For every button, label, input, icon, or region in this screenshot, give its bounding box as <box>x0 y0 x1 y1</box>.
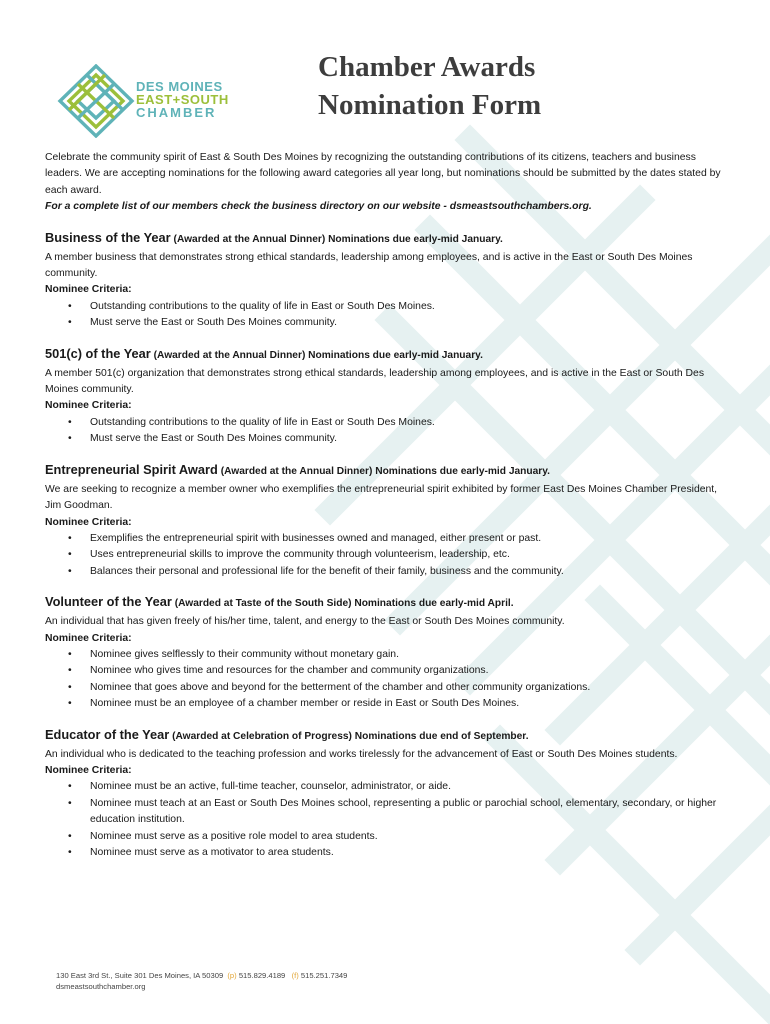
award-section <box>45 229 735 332</box>
nominee-criteria-label: Nominee Criteria: <box>45 632 132 644</box>
title-line-2: Nomination Form <box>318 89 542 121</box>
award-name: Entrepreneurial Spirit Award <box>45 461 218 477</box>
award-name: Educator of the Year <box>45 726 170 742</box>
intro-directory-note: For a complete list of our members check the business directory on our website - dsmeastsouthchambers.org. <box>45 201 592 213</box>
nominee-criteria-label: Nominee Criteria: <box>45 516 132 528</box>
criteria-item: • Must serve the East or South Des Moines community. <box>45 315 735 331</box>
criteria-item: • Nominee must teach at an East or South Des Moines school, representing a public or parochial school, elementary, secondary, or higher education institution. <box>45 796 735 829</box>
award-heading <box>45 345 735 364</box>
criteria-list <box>45 415 735 448</box>
criteria-item: • Outstanding contributions to the quality of life in East or South Des Moines. <box>45 299 735 315</box>
criteria-item: • Nominee must be an active, full-time teacher, counselor, administrator, or aide. <box>45 779 735 795</box>
award-section <box>45 593 735 712</box>
award-detail: (Awarded at the Annual Dinner) Nominations due early-mid January. <box>153 349 483 361</box>
criteria-item: • Must serve the East or South Des Moines community. <box>45 431 735 447</box>
criteria-list <box>45 299 735 332</box>
award-description: A member business that demonstrates strong ethical standards, leadership among employees, and is active in the East or South Des Moines community. <box>45 251 693 280</box>
title-line-1: Chamber Awards <box>318 51 536 83</box>
chamber-logo-text <box>136 80 229 119</box>
document-body <box>45 150 735 861</box>
criteria-list <box>45 779 735 861</box>
nominee-criteria-label: Nominee Criteria: <box>45 284 132 296</box>
nominee-criteria-label: Nominee Criteria: <box>45 764 132 776</box>
footer-fax: 515.251.7349 <box>300 971 348 980</box>
award-detail: (Awarded at Celebration of Progress) Nominations due end of September. <box>172 730 529 742</box>
logo-line-east-south: EAST+SOUTH <box>136 92 229 107</box>
award-section <box>45 345 735 448</box>
award-detail: (Awarded at Taste of the South Side) Nominations due early-mid April. <box>174 598 514 610</box>
footer-address: 130 East 3rd St., Suite 301 Des Moines, IA 50309 <box>56 971 224 980</box>
footer <box>56 970 347 992</box>
footer-phone-label: (p) <box>227 971 237 980</box>
page-title <box>318 48 541 124</box>
criteria-item: • Nominee that goes above and beyond for the betterment of the chamber and other community organizations. <box>45 680 735 696</box>
award-heading <box>45 229 735 248</box>
award-heading <box>45 726 735 745</box>
nominee-criteria-label: Nominee Criteria: <box>45 400 132 412</box>
award-description: We are seeking to recognize a member owner who exemplifies the entrepreneurial spirit exhibited by former East Des Moines Chamber President, Jim Goodman. <box>45 483 718 512</box>
logo-line-chamber: CHAMBER <box>136 105 217 120</box>
award-heading <box>45 593 735 612</box>
criteria-item: • Exemplifies the entrepreneurial spirit with businesses owned and managed, either present or past. <box>45 531 735 547</box>
criteria-list <box>45 531 735 580</box>
logo-line-des-moines: DES MOINES <box>136 79 223 94</box>
intro-section <box>45 150 735 216</box>
award-name: Business of the Year <box>45 229 171 245</box>
criteria-item: • Nominee who gives time and resources for the chamber and community organizations. <box>45 663 735 679</box>
award-detail: (Awarded at the Annual Dinner) Nominations due early-mid January. <box>173 233 503 245</box>
award-detail: (Awarded at the Annual Dinner) Nominations due early-mid January. <box>220 465 550 477</box>
award-section <box>45 726 735 862</box>
criteria-item: • Uses entrepreneurial skills to improve the community through volunteerism, leadership, etc. <box>45 547 735 563</box>
criteria-list <box>45 647 735 713</box>
criteria-item: • Outstanding contributions to the quality of life in East or South Des Moines. <box>45 415 735 431</box>
award-description: An individual that has given freely of his/her time, talent, and energy to the East or South Des Moines community. <box>45 616 565 628</box>
award-name: 501(c) of the Year <box>45 345 151 361</box>
award-description: A member 501(c) organization that demonstrates strong ethical standards, leadership among employees, and is active in the East or South Des Moines community. <box>45 367 705 396</box>
footer-phone: 515.829.4189 <box>238 971 286 980</box>
criteria-item: • Nominee must serve as a motivator to area students. <box>45 845 735 861</box>
awards-list <box>45 229 735 862</box>
award-heading <box>45 461 735 480</box>
award-section <box>45 461 735 580</box>
footer-website-link[interactable]: dsmeastsouthchamber.org <box>56 982 146 991</box>
criteria-item: • Nominee must serve as a positive role model to area students. <box>45 829 735 845</box>
footer-fax-label: (f) <box>291 971 299 980</box>
criteria-item: • Nominee gives selflessly to their community without monetary gain. <box>45 647 735 663</box>
award-name: Volunteer of the Year <box>45 594 172 610</box>
criteria-item: • Balances their personal and professional life for the benefit of their family, business and the community. <box>45 564 735 580</box>
intro-paragraph: Celebrate the community spirit of East & South Des Moines by recognizing the outstanding contributions of its citizens, teachers and business leaders. We are accepting nominations for the following award categories all year long, but nominations should be submitted by the dates stated by each award. <box>45 152 721 196</box>
criteria-item: • Nominee must be an employee of a chamber member or reside in East or South Des Moines. <box>45 696 735 712</box>
award-description: An individual who is dedicated to the teaching profession and works tirelessly for the advancement of East or South Des Moines students. <box>45 748 678 760</box>
